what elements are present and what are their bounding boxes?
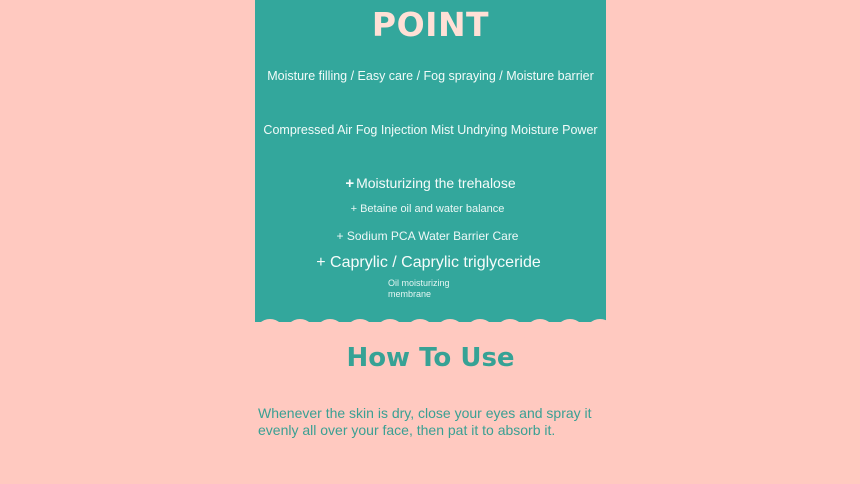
note-line: membrane xyxy=(388,289,432,299)
point-tagline: Moisture filling / Easy care / Fog spraying / Moisture barrier xyxy=(267,69,594,83)
plus-icon: + xyxy=(316,254,326,271)
ingredient-caprylic xyxy=(253,253,604,272)
point-description: Compressed Air Fog Injection Mist Undrying Moisture Power xyxy=(263,123,598,137)
ingredient-label: Betaine oil and water balance xyxy=(360,203,505,215)
how-to-use-line: Whenever the skin is dry, close your eyes and spray it xyxy=(258,405,592,421)
how-to-use-text xyxy=(258,405,618,439)
scalloped-edge xyxy=(255,306,606,338)
point-title: POINT xyxy=(371,5,490,44)
ingredient-label: Sodium PCA Water Barrier Care xyxy=(346,229,519,243)
plus-icon: + xyxy=(350,203,358,215)
ingredient-trehalose xyxy=(255,175,606,193)
note-line: Oil moisturizing xyxy=(388,278,450,288)
ingredient-sodium-pca xyxy=(252,229,603,243)
plus-icon: + xyxy=(336,229,344,243)
how-to-use-title: How To Use xyxy=(346,343,515,373)
ingredient-note xyxy=(388,278,478,300)
point-panel xyxy=(255,0,606,322)
ingredient-label: Moisturizing the trehalose xyxy=(356,175,516,191)
ingredient-label: Caprylic / Caprylic triglyceride xyxy=(330,254,541,271)
ingredient-betaine xyxy=(252,203,603,216)
plus-icon: + xyxy=(345,175,355,192)
how-to-use-line: evenly all over your face, then pat it to absorb it. xyxy=(258,422,556,438)
